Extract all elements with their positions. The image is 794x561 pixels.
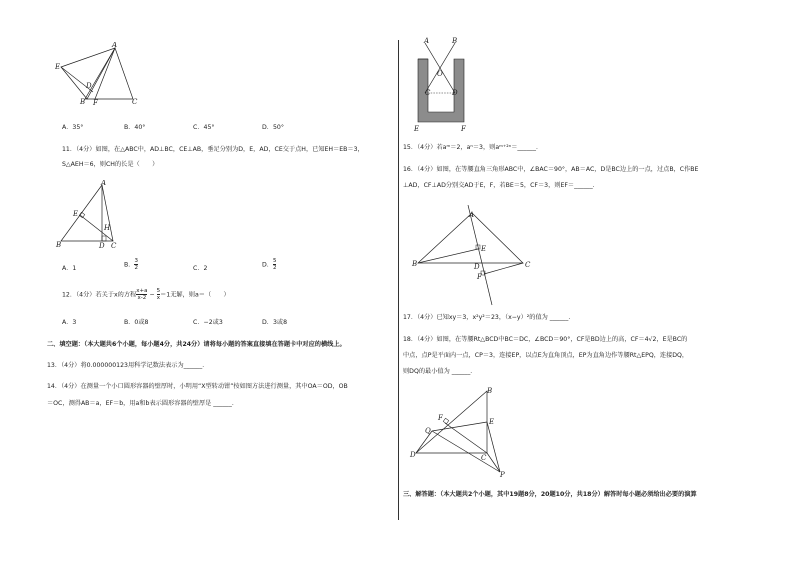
q12-option-b: B．0或8 <box>124 319 149 326</box>
q11-option-b <box>124 258 138 271</box>
fig11-label-h: H <box>104 224 111 232</box>
fig14-label-c: C <box>425 89 431 97</box>
q14-line1: 14．（4分）在测量一个小口圆形容器的壁厚时，小明用“X型转动钳”按如图方法进行测量，其中OA＝OD，OB <box>47 383 348 390</box>
fig11-label-d: D <box>99 242 105 250</box>
q10-option-c: C．45° <box>193 124 215 131</box>
fig18-label-f: F <box>438 414 443 422</box>
q18-line1: 18．（4分）如图，在等腰Rt△BCD中BC＝DC，∠BCD＝90°，CF是BD边上的高，CF＝4√2，E是BC的 <box>403 336 688 343</box>
section2-title: 二、填空题：（本大题共6个小题，每小题4分，共24分）请将每小题的答案直接填在答题卡中对应的横线上。 <box>47 341 346 348</box>
fig16-label-f: F <box>477 273 482 281</box>
q12-frac2-den: x <box>156 295 160 301</box>
q12-minus: − <box>149 291 155 299</box>
q12-fraction-1 <box>136 288 147 301</box>
fig16-label-e: E <box>481 245 487 253</box>
fig10-label-f: F <box>93 99 98 107</box>
q18-line2: 中点，点P是平面内一点，CP＝3，连接EP，以点E为直角顶点，EP为直角边作等腰Rt△EPQ，连接DQ， <box>403 352 689 359</box>
fig11-label-a: A <box>101 180 107 187</box>
q10-option-b: B．40° <box>124 124 146 131</box>
q10-option-d: D．50° <box>262 124 284 131</box>
fig11-label-e: E <box>73 210 79 218</box>
q12-frac1-num: x+a <box>136 288 148 294</box>
q18-line3: 则DQ的最小值为 ______． <box>403 368 477 375</box>
fig10-label-a: A <box>112 42 118 49</box>
fig16-label-c: C <box>525 261 531 269</box>
q18-figure <box>408 385 518 480</box>
fig10-label-e: E <box>55 63 61 71</box>
q11-option-a: A．1 <box>62 265 77 272</box>
q11-b-den: 2 <box>134 265 138 271</box>
fig10-label-d: D <box>86 82 92 90</box>
q14-line2: ＝OC，测得AB＝a，EF＝b，用a和b表示圆形容器的壁厚是 ______． <box>47 400 239 407</box>
fig18-label-p: P <box>500 471 505 479</box>
fig16-label-b: B <box>412 260 418 268</box>
q11-option-d-fraction <box>273 258 277 271</box>
q15-text: 15．（4分）若aᵐ＝2，aⁿ＝3，则aᵐ⁺²ⁿ＝______． <box>403 144 543 151</box>
q11-d-num: 5 <box>272 258 277 264</box>
q11-option-d-label: D． <box>262 261 273 269</box>
fig18-label-q: Q <box>425 427 431 435</box>
q12-suffix: ＝1无解，则a＝（ ） <box>160 291 230 299</box>
q16-line2: ⊥AD，CF⊥AD分别交AD于E，F，若BE＝5，CF＝3，则EF＝______． <box>403 182 599 189</box>
fig16-label-d: D <box>474 263 480 271</box>
q13-text: 13．（4分）将0.000000123用科学记数法表示为______． <box>47 362 209 369</box>
fig11-label-b: B <box>56 241 62 249</box>
fig11-label-c: C <box>111 242 117 250</box>
fig18-label-b: B <box>487 387 493 395</box>
fig18-label-c: C <box>481 454 487 462</box>
fig14-label-o: O <box>437 70 443 78</box>
q12-option-d: D．3或8 <box>262 319 288 326</box>
q12-text <box>62 288 230 302</box>
q11-line2: S△AEH＝6，则CH的长是（ ） <box>62 161 159 168</box>
fig10-label-c: C <box>132 98 138 106</box>
q12-option-c: C．−2或3 <box>193 319 223 326</box>
fig14-label-b: B <box>452 37 458 45</box>
fig18-label-e: E <box>489 418 495 426</box>
q12-frac1-den: x-2 <box>137 295 147 301</box>
fig16-label-a: A <box>469 211 475 219</box>
q10-option-a: A．35° <box>62 124 84 131</box>
q12-prefix: 12．（4分）若关于x的方程 <box>62 291 137 299</box>
q11-option-b-fraction <box>134 258 138 271</box>
fig14-label-a: A <box>424 37 430 45</box>
q11-figure <box>55 180 125 250</box>
fig18-label-d: D <box>410 451 416 459</box>
q11-option-d <box>262 258 276 271</box>
q11-line1: 11．（4分）如图，在△ABC中，AD⊥BC，CE⊥AB，垂足分别为D，E，AD，CE交于点H，已知EH＝EB＝3， <box>62 146 364 153</box>
fig14-label-e: E <box>414 125 420 133</box>
q11-d-den: 2 <box>272 265 277 271</box>
q17-text: 17．（4分）已知xy＝3，x²y²＝23，（x−y）²的值为 ______． <box>403 314 575 321</box>
section3-title: 三、解答题：（本大题共2个小题，其中19题8分，20题10分，共18分）解答时每小题必须给出必要的演算 <box>403 491 697 498</box>
q11-b-num: 3 <box>134 258 138 264</box>
q16-line1: 16．（4分）如图，在等腰直角三角形ABC中，∠BAC＝90°，AB＝AC，D是BC边上的一点，过点B，C作BE <box>403 166 699 173</box>
q11-option-b-label: B． <box>124 261 135 269</box>
fig14-label-d: D <box>452 89 458 97</box>
fig10-label-b: B <box>80 98 86 106</box>
q12-option-a: A．3 <box>62 319 77 326</box>
q14-figure <box>412 37 472 133</box>
q10-figure <box>55 42 145 107</box>
q16-figure <box>410 205 540 310</box>
q11-option-c: C．2 <box>193 265 208 272</box>
fig14-label-f: F <box>461 125 466 133</box>
column-divider <box>398 40 399 520</box>
q12-frac2-num: 5 <box>156 288 161 294</box>
